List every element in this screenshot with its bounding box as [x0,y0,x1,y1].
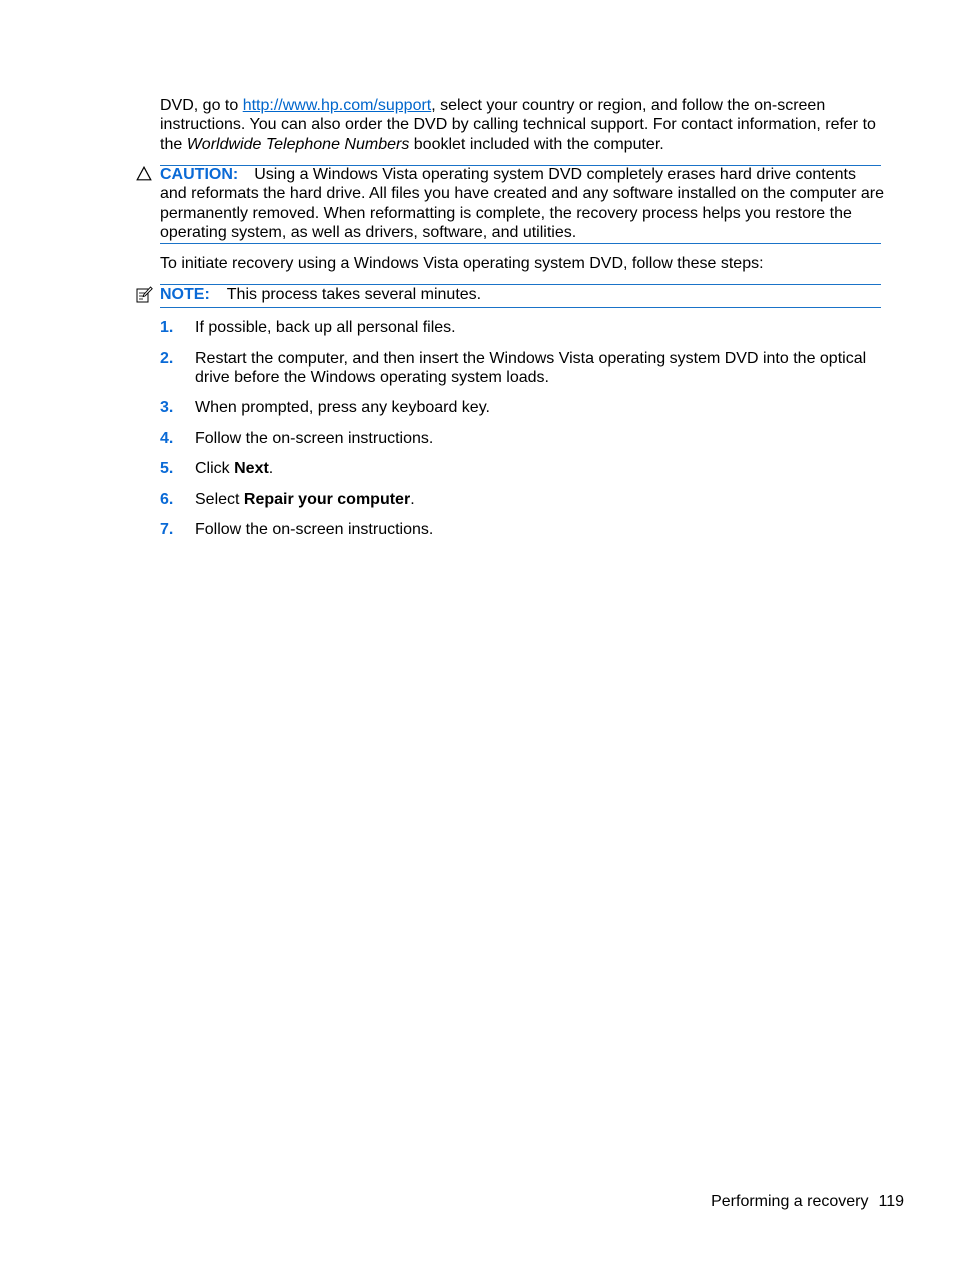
caution-triangle-icon [136,166,152,181]
caution-text: Using a Windows Vista operating system DVD completely erases hard drive contents and reformats the hard drive. All files you have created and any software installed on the computer are permanently removed. When reformatting is complete, the recovery process helps you restore the operating system, as well as drivers, software, and utilities. [160,166,884,241]
step-number: 6. [160,491,174,508]
step-number: 3. [160,399,174,416]
intro-paragraph [160,96,885,154]
note-bottom-rule [160,307,881,308]
booklet-title: Worldwide Telephone Numbers [186,135,410,153]
intro-prefix: DVD, go to [160,97,243,114]
step-text: Restart the computer, and then insert the Windows Vista operating system DVD into the optical drive before the Windows operating system loads. [195,350,867,387]
note-text: This process takes several minutes. [226,286,482,303]
hp-support-link[interactable]: http://www.hp.com/support [242,97,432,114]
step-text: Follow the on-screen instructions. [195,430,434,447]
step-number: 7. [160,521,174,538]
caution-bottom-rule [160,243,881,244]
step-ui-term: Next [234,460,269,477]
note-pencil-icon [136,286,153,304]
footer-section-title: Performing a recovery [711,1193,869,1210]
step-text: If possible, back up all personal files. [195,319,456,336]
step-number: 1. [160,319,174,336]
step-text [195,490,885,509]
step-number: 4. [160,430,174,447]
page-number: 119 [878,1193,904,1210]
step-number: 2. [160,350,174,367]
page-footer [711,1192,904,1211]
step-text-post: . [268,460,274,477]
step-ui-term: Repair your computer [243,491,411,508]
step-number: 5. [160,460,174,477]
step-text: When prompted, press any keyboard key. [195,399,490,416]
lead-paragraph: To initiate recovery using a Windows Vista operating system DVD, follow these steps: [160,255,764,272]
caution-paragraph [160,165,885,242]
step-text [195,459,885,478]
step-text-pre: Select [195,491,244,508]
note-label: NOTE: [160,286,210,303]
step-text-pre: Click [195,460,235,477]
caution-label: CAUTION: [160,166,239,183]
intro-suffix: booklet included with the computer. [409,135,664,153]
intro-after-link: , select your country or region, and follow the on-screen instructions. You can also order the DVD by calling technical support. For contact information, refer to the [160,97,876,153]
step-text: Follow the on-screen instructions. [195,521,434,538]
note-paragraph [160,285,885,304]
step-text-post: . [410,491,415,508]
